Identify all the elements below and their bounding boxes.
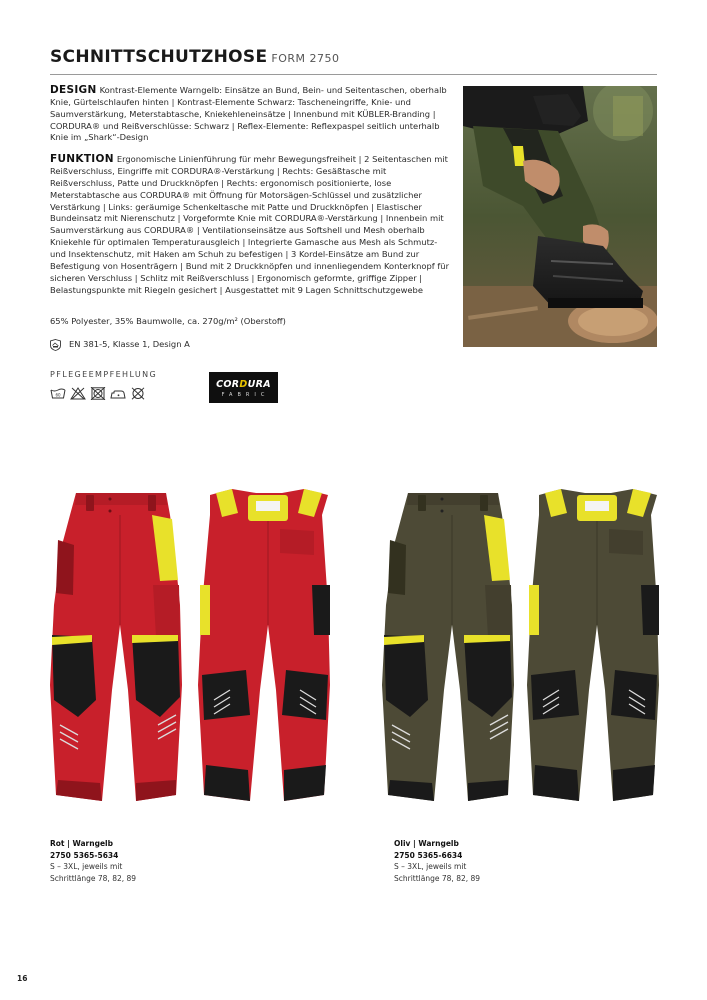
material-info: 65% Polyester, 35% Baumwolle, ca. 270g/m² (Oberstoff) bbox=[50, 316, 286, 327]
design-text: Kontrast-Elemente Warngelb: Einsätze an Bund, Bein- und Seitentaschen, oberhalb Knie, Gürtelschlaufen hinten | Kontrast-Elemente Schwarz: Tascheneingriffe, Knie- und Saumverstärkung, Meterstabtasche, Kniekehleneinsätze | Innenbund mit KÜBLER-Branding | CORDURA® und Reißverschlüsse: Schwarz | Reflex-Elemente: Reflexpaspel seitlich unterhalb Knie im „Shark“-Design bbox=[50, 85, 447, 143]
variant-red-code: 2750 5365-5634 bbox=[50, 850, 119, 860]
wash-temperature: 60 bbox=[55, 392, 61, 398]
variant-olive-code: 2750 5365-6634 bbox=[394, 850, 463, 860]
variant-olive-lengths: Schrittlänge 78, 82, 89 bbox=[394, 873, 481, 883]
care-label: PFLEGEEMPFEHLUNG bbox=[50, 370, 158, 380]
funktion-heading: FUNKTION bbox=[50, 153, 114, 166]
variant-olive-name: Oliv | Warngelb bbox=[394, 839, 459, 848]
variant-red bbox=[50, 838, 136, 884]
no-tumble-dry-icon bbox=[90, 387, 106, 400]
cordura-brand: CORDURA bbox=[216, 379, 271, 390]
no-bleach-icon bbox=[70, 387, 86, 400]
product-photo bbox=[463, 86, 657, 347]
red-pants-back-image bbox=[196, 485, 338, 805]
title-bar bbox=[50, 45, 657, 75]
cordura-logo bbox=[209, 372, 278, 403]
no-dry-clean-icon bbox=[130, 387, 146, 400]
iron-low-icon bbox=[110, 387, 126, 400]
olive-pants-front-image bbox=[380, 485, 522, 805]
design-heading: DESIGN bbox=[50, 84, 97, 96]
funktion-text: Ergonomische Linienführung für mehr Bewegungsfreiheit | 2 Seitentaschen mit Reißverschluss, Eingriffe mit CORDURA®-Verstärkung | Rechts: Gesäßtasche mit Reißverschluss, Patte und Druckknöpfen | Rechts: ergonomisch positionierte, lose Meterstabtasche aus CORDURA® mit Öffnung für Motorsägen-Schlüssel und zusätzlicher Verstärkung | Links: geräumige Schenkeltasche mit Patte und Druckknöpfen | Elastischer Bundeinsatz mit Nierenschutz | Vorgeformte Knie mit CORDURA®-Verstärkung | Innenbein mit Saumverstärkung aus CORDURA® | Ventilationseinsätze aus Softshell und Mesh oberhalb Kniekehle für optimalen Temperaturausgleich | Integrierte Gamasche aus Mesh als Schmutz- und Insektenschutz, mit Haken am Schuh zu befestigen | 3 Kordel-Einsätze am Bund zur Befestigung von Hosenträgern | Bund mit 2 Druckknöpfen und innenliegendem Konterknopf für sicheren Verschluss | Schlitz mit Reißverschluss | Ergonomisch geformte, griffige Zipper | Belastungspunkte mit Riegeln gesichert | Ausgestattet mit 9 Lagen Schnittschutzgewebe bbox=[50, 154, 450, 295]
title-text: SCHNITTSCHUTZHOSE bbox=[50, 47, 268, 67]
photo-forest-scene bbox=[463, 86, 657, 347]
wash-60-icon bbox=[50, 387, 66, 400]
variant-olive-sizes: S – 3XL, jeweils mit bbox=[394, 862, 467, 871]
page-title bbox=[50, 47, 340, 67]
red-pants-front-image bbox=[48, 485, 190, 805]
variant-red-lengths: Schrittlänge 78, 82, 89 bbox=[50, 873, 137, 883]
variant-red-name: Rot | Warngelb bbox=[50, 839, 113, 848]
chainsaw-protection-shield-icon bbox=[50, 339, 61, 351]
product-description bbox=[50, 85, 452, 400]
cordura-fabric: FABRIC bbox=[221, 392, 270, 398]
funktion-section bbox=[50, 154, 452, 296]
olive-pants-back-image bbox=[525, 485, 667, 805]
certification-text: EN 381-5, Klasse 1, Design A bbox=[69, 339, 190, 350]
variant-olive bbox=[394, 838, 480, 884]
form-number: FORM 2750 bbox=[271, 52, 340, 65]
variant-red-sizes: S – 3XL, jeweils mit bbox=[50, 862, 123, 871]
page-number: 16 bbox=[17, 974, 28, 983]
design-section bbox=[50, 85, 452, 144]
certification-row bbox=[50, 339, 452, 351]
